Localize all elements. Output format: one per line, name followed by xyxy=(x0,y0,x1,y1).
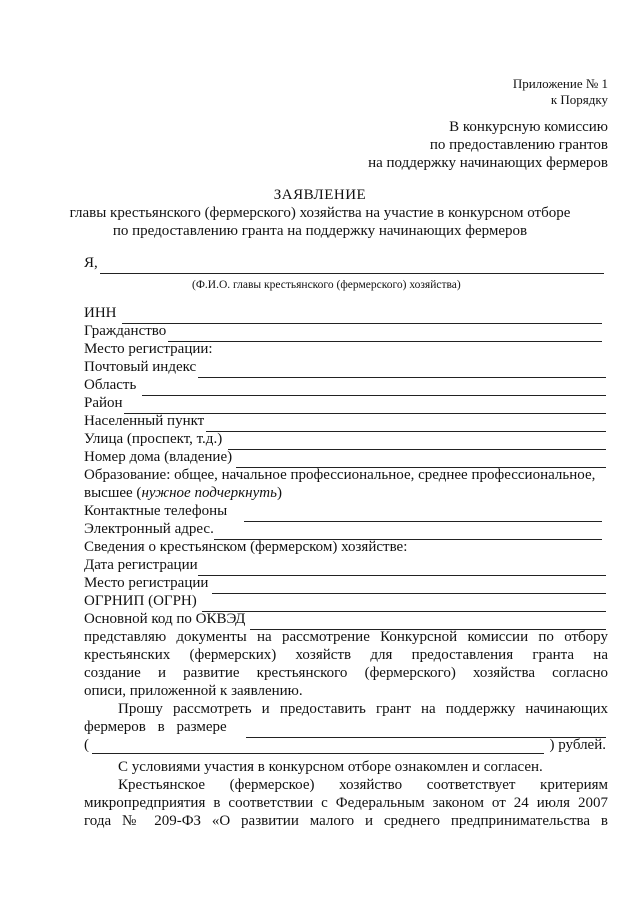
phones-line[interactable] xyxy=(244,521,602,522)
paragraph-1-line-3: создание и развитие крестьянского (фермерского) хозяйства согласно xyxy=(84,665,608,681)
order-label: к Порядку xyxy=(550,92,608,107)
paragraph-2-rubles: ) рублей. xyxy=(549,737,606,753)
applicant-caption: (Ф.И.О. главы крестьянского (фермерского) хозяйства) xyxy=(192,279,461,291)
district-label: Район xyxy=(84,395,123,411)
ogrnip-line[interactable] xyxy=(202,611,606,612)
farm-reg-place-label: Место регистрации xyxy=(84,575,209,591)
farm-info-label: Сведения о крестьянском (фермерском) хозяйстве: xyxy=(84,539,408,555)
paragraph-1-line-2: крестьянских (фермерских) хозяйств для предоставления гранта на xyxy=(84,647,608,663)
applicant-prefix: Я, xyxy=(84,255,98,271)
document-subtitle-1: главы крестьянского (фермерского) хозяйства на участие в конкурсном отборе xyxy=(69,205,571,221)
paragraph-4-line-1: Крестьянское (фермерское) хозяйство соответствует критериям xyxy=(118,777,608,793)
reg-date-label: Дата регистрации xyxy=(84,557,198,573)
postal-code-label: Почтовый индекс xyxy=(84,359,197,375)
education-text-2a: высшее ( xyxy=(84,485,142,501)
citizenship-line[interactable] xyxy=(168,341,602,342)
citizenship-label: Гражданство xyxy=(84,323,167,339)
paragraph-1-line-1: представляю документы на рассмотрение Конкурсной комиссии по отбору xyxy=(84,629,608,645)
street-line[interactable] xyxy=(228,449,606,450)
ogrnip-label: ОГРНИП (ОГРН) xyxy=(84,593,197,609)
phones-label: Контактные телефоны xyxy=(84,503,228,519)
inn-label: ИНН xyxy=(84,305,117,321)
education-line-2 xyxy=(84,485,282,502)
addressee-line-2: по предоставлению грантов xyxy=(429,137,608,153)
locality-line[interactable] xyxy=(206,431,606,432)
paragraph-3: С условиями участия в конкурсном отборе ознакомлен и согласен. xyxy=(118,759,543,775)
paragraph-2-line-2: фермеров в размере xyxy=(84,719,227,735)
education-text-1: Образование: общее, начальное профессиональное, среднее профессиональное, xyxy=(84,467,596,483)
document-subtitle-2: по предоставлению гранта на поддержку начинающих фермеров xyxy=(112,223,528,239)
education-line-1 xyxy=(84,467,606,484)
paragraph-2-open-paren: ( xyxy=(84,737,89,753)
addressee-line-1: В конкурсную комиссию xyxy=(449,119,608,135)
email-label: Электронный адрес. xyxy=(84,521,214,537)
education-hint: нужное подчеркнуть xyxy=(141,485,277,501)
postal-code-line[interactable] xyxy=(198,377,606,378)
reg-date-line[interactable] xyxy=(198,575,606,576)
addressee-line-3: на поддержку начинающих фермеров xyxy=(368,155,608,171)
registration-place-label: Место регистрации: xyxy=(84,341,213,357)
appendix-label: Приложение № 1 xyxy=(512,76,608,91)
document-title: ЗАЯВЛЕНИЕ xyxy=(273,187,367,203)
street-label: Улица (проспект, т.д.) xyxy=(84,431,223,447)
paragraph-2-line-1: Прошу рассмотреть и предоставить грант на поддержку начинающих xyxy=(118,701,608,717)
education-text-2c: ) xyxy=(276,485,282,501)
region-line[interactable] xyxy=(142,395,606,396)
paragraph-4-line-3: года № 209-ФЗ «О развитии малого и среднего предпринимательства в xyxy=(84,813,608,829)
grant-amount-words-line[interactable] xyxy=(92,753,544,754)
farm-reg-place-line[interactable] xyxy=(212,593,606,594)
okved-label: Основной код по ОКВЭД xyxy=(84,611,246,627)
inn-line[interactable] xyxy=(122,323,602,324)
locality-label: Населенный пункт xyxy=(84,413,205,429)
paragraph-1-line-4: описи, приложенной к заявлению. xyxy=(84,683,303,699)
paragraph-4-line-2: микропредприятия в соответствии с Федеральным законом от 24 июля 2007 xyxy=(84,795,608,811)
applicant-name-line[interactable] xyxy=(100,273,604,274)
house-label: Номер дома (владение) xyxy=(84,449,233,465)
region-label: Область xyxy=(84,377,137,393)
